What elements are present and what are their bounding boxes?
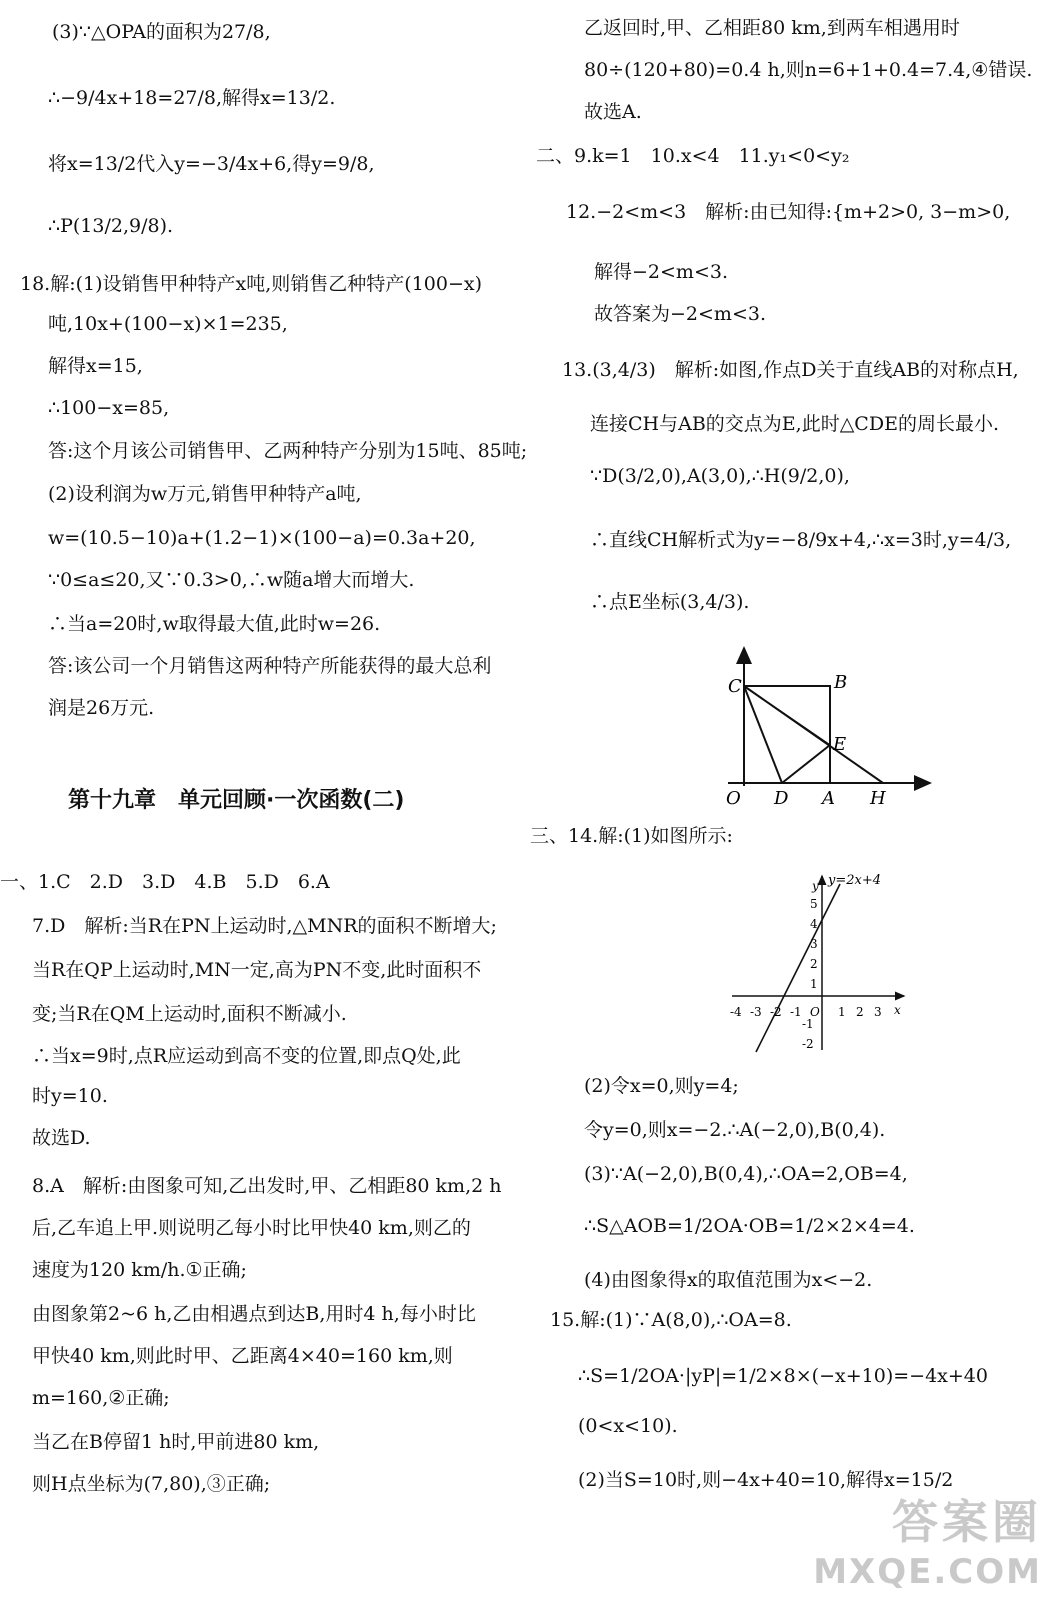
x-tick: -3: [750, 1005, 762, 1019]
geometry-figure: [718, 640, 938, 810]
text-line: 15.解:(1)∵A(8,0),∴OA=8.: [550, 1309, 792, 1331]
text-line: 则H点坐标为(7,80),③正确;: [32, 1473, 271, 1495]
y-tick: 3: [810, 937, 818, 951]
text-line: (3)∵△OPA的面积为27/8,: [52, 21, 271, 43]
func-label: y=2x+4: [828, 873, 882, 888]
text-line: 故选D.: [32, 1127, 91, 1149]
text-line: 润是26万元.: [48, 697, 155, 719]
text-line: 甲快40 km,则此时甲、乙距离4×40=160 km,则: [32, 1345, 453, 1367]
text-line: ∴当x=9时,点R应运动到高不变的位置,即点Q处,此: [32, 1045, 461, 1067]
text-line: ∴P(13/2,9/8).: [48, 215, 174, 237]
text-line: ∵0≤a≤20,又∵0.3>0,∴w随a增大而增大.: [48, 569, 415, 591]
text-line: (2)设利润为w万元,销售甲种特产a吨,: [48, 483, 362, 505]
text-line: 三、14.解:(1)如图所示:: [530, 825, 733, 847]
text-line: (3)∵A(−2,0),B(0,4),∴OA=2,OB=4,: [584, 1163, 908, 1185]
label-b: B: [834, 672, 848, 693]
y-tick: -2: [802, 1037, 814, 1051]
watermark: [813, 1486, 1042, 1592]
segment-de: [782, 745, 830, 783]
watermark-url: MXQE.COM: [813, 1552, 1042, 1592]
text-line: 二、9.k=1 10.x<4 11.y₁<0<y₂: [536, 145, 850, 167]
text-line: 乙返回时,甲、乙相距80 km,到两车相遇用时: [584, 17, 960, 39]
label-h: H: [870, 788, 886, 809]
text-line: 13.(3,4/3) 解析:如图,作点D关于直线AB的对称点H,: [562, 359, 1019, 381]
text-line: 80÷(120+80)=0.4 h,则n=6+1+0.4=7.4,④错误.: [584, 59, 1033, 81]
text-line: 答:这个月该公司销售甲、乙两种特产分别为15吨、85吨;: [48, 440, 528, 462]
y-tick: 5: [810, 897, 818, 911]
text-line: ∴当a=20时,w取得最大值,此时w=26.: [48, 613, 381, 635]
y-tick: 4: [810, 917, 818, 931]
segment-ce: [744, 686, 830, 745]
text-line: 故答案为−2<m<3.: [594, 303, 766, 325]
text-line: 时y=10.: [32, 1085, 108, 1107]
text-line: 变;当R在QM上运动时,面积不断减小.: [32, 1003, 347, 1025]
rectangle-cb-a: [744, 686, 830, 783]
text-line: ∴−9/4x+18=27/8,解得x=13/2.: [48, 87, 336, 109]
y-tick: 2: [810, 957, 818, 971]
text-line: ∴S△AOB=1/2OA·OB=1/2×2×4=4.: [584, 1215, 915, 1237]
label-o: O: [726, 788, 741, 809]
text-line: ∴点E坐标(3,4/3).: [590, 591, 750, 613]
text-line: 故选A.: [584, 101, 642, 123]
x-tick: 2: [856, 1005, 864, 1019]
text-line: (2)令x=0,则y=4;: [584, 1075, 739, 1097]
text-line: (2)当S=10时,则−4x+40=10,解得x=15/2: [578, 1469, 954, 1491]
text-line: 7.D 解析:当R在PN上运动时,△MNR的面积不断增大;: [32, 915, 497, 937]
x-tick: -2: [770, 1005, 782, 1019]
text-line: 由图象第2~6 h,乙由相遇点到达B,用时4 h,每小时比: [32, 1303, 476, 1325]
text-line: (0<x<10).: [578, 1415, 678, 1437]
x-tick: 3: [874, 1005, 882, 1019]
text-line: 令y=0,则x=−2.∴A(−2,0),B(0,4).: [584, 1119, 886, 1141]
text-line: 当R在QP上运动时,MN一定,高为PN不变,此时面积不: [32, 959, 482, 981]
watermark-logo: 答案圈: [892, 1495, 1042, 1549]
text-line: (4)由图象得x的取值范围为x<−2.: [584, 1269, 873, 1291]
x-tick: 1: [838, 1005, 846, 1019]
x-tick: -4: [730, 1005, 742, 1019]
y-tick: -1: [802, 1017, 814, 1031]
text-line: 解得−2<m<3.: [594, 261, 728, 283]
text-line: 速度为120 km/h.①正确;: [32, 1259, 247, 1281]
function-graph: [728, 868, 918, 1058]
line-y-2x-4: [756, 884, 840, 1052]
y-tick: 1: [810, 977, 818, 991]
text-line: 吨,10x+(100−x)×1=235,: [48, 313, 288, 335]
text-line: ∵D(3/2,0),A(3,0),∴H(9/2,0),: [590, 465, 850, 487]
x-tick: O: [810, 1005, 820, 1019]
text-line: 解得x=15,: [48, 355, 143, 377]
chapter-title: 第十九章 单元回顾·一次函数(二): [68, 788, 405, 813]
text-line: m=160,②正确;: [32, 1387, 170, 1409]
text-line: 答:该公司一个月销售这两种特产所能获得的最大总利: [48, 655, 492, 677]
text-line: ∴100−x=85,: [48, 397, 170, 419]
label-a: A: [822, 788, 835, 809]
text-line: 当乙在B停留1 h时,甲前进80 km,: [32, 1431, 320, 1453]
text-line: ∴直线CH解析式为y=−8/9x+4,∴x=3时,y=4/3,: [590, 529, 1012, 551]
text-line: w=(10.5−10)a+(1.2−1)×(100−a)=0.3a+20,: [48, 527, 476, 549]
text-line: 18.解:(1)设销售甲种特产x吨,则销售乙种特产(100−x): [20, 273, 483, 295]
label-c: C: [728, 676, 742, 697]
label-d: D: [774, 788, 789, 809]
text-line: 连接CH与AB的交点为E,此时△CDE的周长最小.: [590, 413, 999, 435]
text-line: 一、1.C 2.D 3.D 4.B 5.D 6.A: [0, 871, 330, 893]
x-label: x: [894, 1003, 901, 1017]
segment-cd: [744, 686, 782, 783]
y-label: y: [812, 879, 819, 893]
label-e: E: [833, 734, 847, 755]
text-line: 12.−2<m<3 解析:由已知得:{m+2>0, 3−m>0,: [566, 201, 1011, 223]
text-line: 后,乙车追上甲.则说明乙每小时比甲快40 km,则乙的: [32, 1217, 471, 1239]
text-line: 将x=13/2代入y=−3/4x+6,得y=9/8,: [48, 153, 375, 175]
x-tick: -1: [790, 1005, 802, 1019]
text-line: ∴S=1/2OA·|yP|=1/2×8×(−x+10)=−4x+40: [578, 1365, 988, 1387]
text-line: 8.A 解析:由图象可知,乙出发时,甲、乙相距80 km,2 h: [32, 1175, 502, 1197]
